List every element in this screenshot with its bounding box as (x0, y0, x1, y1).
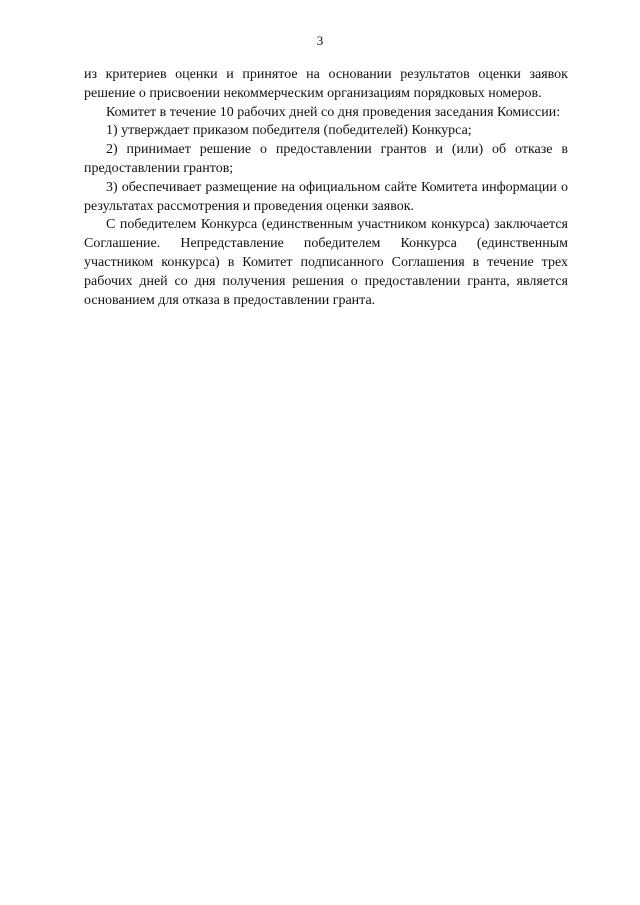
paragraph-agreement: С победителем Конкурса (единственным участником конкурса) заключается Соглашение. Непредставление победителем Конкурса (единственным участником конкурса) в Комитет подписанного Соглашения в течение трех рабочих дней со дня получения решения о предоставлении гранта, является основанием для отказа в предоставлении гранта. (84, 217, 568, 308)
list-item-grant-decision: 2) принимает решение о предоставлении грантов и (или) об отказе в предоставлении грантов; (84, 142, 568, 176)
list-item-approves-winner: 1) утверждает приказом победителя (победителей) Конкурса; (106, 123, 472, 139)
list-item-publish-results: 3) обеспечивает размещение на официальном сайте Комитета информации о результатах рассмотрения и проведения оценки заявок. (84, 179, 568, 214)
paragraph-committee-actions: Комитет в течение 10 рабочих дней со дня проведения заседания Комиссии: (106, 104, 561, 120)
document-body (84, 66, 568, 310)
page-number: 3 (316, 33, 324, 48)
paragraph-continuation: из критериев оценки и принятое на основании результатов оценки заявок решение о присвоении некоммерческим организациям порядковых номеров. (84, 67, 568, 101)
